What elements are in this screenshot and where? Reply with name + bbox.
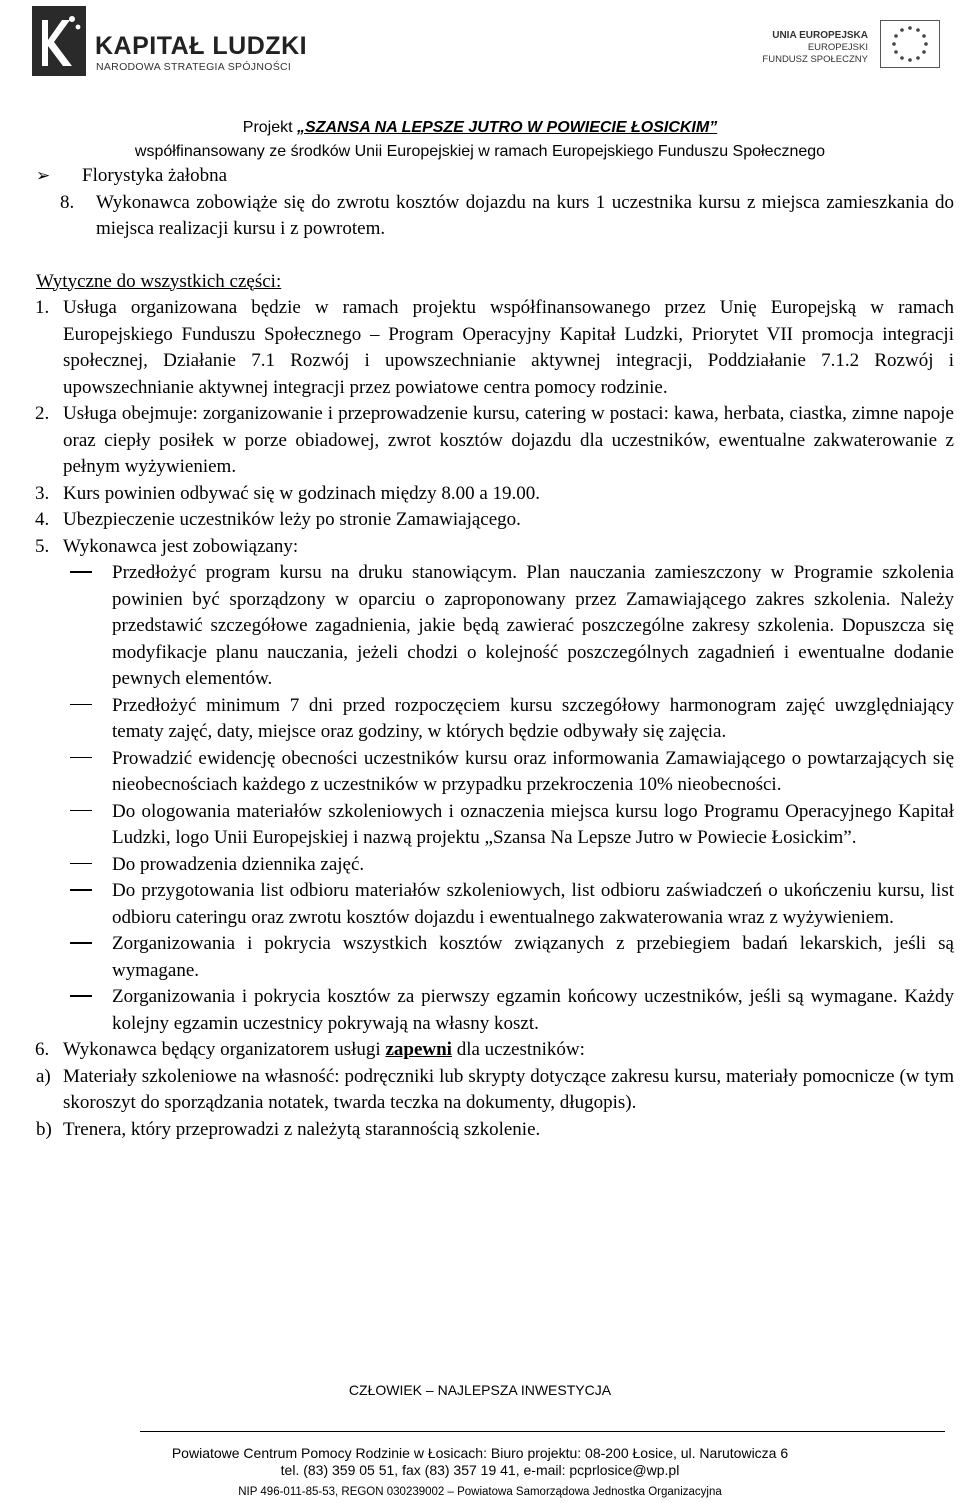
dash-item-text: Do ologowania materiałów szkoleniowych i oznaczenia miejsca kursu logo Programu Operacyjnego Kapitał Ludzki, logo Unii Europejskiej i nazwą projektu „Szansa Na Lepsze Jutro w Powiecie Łosickim”.: [112, 800, 954, 848]
list-item: [35, 481, 954, 508]
dash-list: [106, 560, 954, 1037]
dash-item-text: Przedłożyć program kursu na druku stanowiącym. Plan nauczania zamieszczony w Programie szkolenia powinien być sporządzony w oparciu o zaproponowany przez Zamawiającego zakres szkolenia. Należy przedstawić szczegółowe zagadnienia, jakie będą zawierać poszczególne zakresy szkolenia. Dopuszcza się modyfikacje planu nauczania, jeżeli chodzi o kolejność poszczególnych zagadnień i ewentualne dodanie pewnych elementów.: [112, 562, 954, 689]
item-number: 3.: [35, 482, 50, 504]
arrow-bullet-icon: ➢: [36, 166, 51, 186]
footer-contact-block: [0, 1445, 960, 1479]
eu-logo-line3: FUNDUSZ SPOŁECZNY: [762, 54, 868, 65]
item-text: Trenera, który przeprowadzi z należytą starannością szkolenie.: [63, 1118, 541, 1140]
kapital-ludzki-logo-icon: [32, 6, 86, 76]
item-number: 4.: [35, 509, 50, 530]
project-title: [0, 119, 960, 137]
eu-logo-line2: EUROPEJSKI: [807, 42, 868, 53]
list-item: [35, 534, 954, 561]
dash-item-text: Do przygotowania list odbioru materiałów szkoleniowych, list odbioru zaświadczeń o ukończeniu kursu, list odbioru cateringu oraz zwrotu kosztów dojazdu i ewentualnego zakwaterowania wraz z wyżywieniem.: [112, 880, 954, 928]
dash-bullet-icon: [70, 984, 112, 1037]
dash-item: [106, 931, 954, 984]
dash-item-text: Przedłożyć minimum 7 dni przed rozpoczęciem kursu szczegółowy harmonogram zajęć uwzględniający tematy zajęć, daty, miejsce oraz godziny, w których będzie odbywały się zajęcia.: [112, 694, 954, 742]
dash-item: [106, 984, 954, 1037]
dash-item: [106, 693, 954, 746]
dash-bullet-icon: [70, 799, 112, 852]
item6-before: Wykonawca będący organizatorem usługi: [63, 1039, 386, 1060]
dash-bullet-icon: [70, 878, 112, 931]
eu-logo: [762, 18, 940, 78]
item6-after: dla uczestników:: [451, 1039, 585, 1060]
dash-item-text: Zorganizowania i pokrycia wszystkich kosztów związanych z przebiegiem badań lekarskich, jeśli są wymagane.: [112, 933, 954, 981]
item-number: 1.: [35, 297, 50, 318]
dash-bullet-icon: [70, 746, 112, 799]
list-item-8: [60, 190, 954, 243]
dash-item: [106, 746, 954, 799]
item-number: 8.: [60, 191, 75, 213]
dash-item: [106, 852, 954, 879]
footer-slogan: CZŁOWIEK – NAJLEPSZA INWESTYCJA: [348, 1382, 612, 1398]
dash-item-text: Do prowadzenia dziennika zajęć.: [112, 853, 365, 875]
item-text: Ubezpieczenie uczestników leży po stronie Zamawiającego.: [63, 509, 521, 530]
footer-address: Powiatowe Centrum Pomocy Rodzinie w Łosicach: Biuro projektu: 08-200 Łosice, ul. Narutowicza 6: [171, 1445, 789, 1461]
item-text: Usługa obejmuje: zorganizowanie i przeprowadzenie kursu, catering w postaci: kawa, herbata, ciastka, zimne napoje oraz ciepły posiłek w porze obiadowej, zwrot kosztów dojazdu dla uczestników, ewentualne zakwaterowanie z pełnym wyżywieniem.: [63, 403, 954, 477]
numbered-list: [36, 295, 954, 1064]
arrow-item-text: Florystyka żałobna: [82, 165, 228, 186]
lettered-item: [36, 1117, 954, 1144]
kapital-ludzki-logo: [32, 6, 308, 80]
list-item: [35, 295, 954, 401]
list-item: [35, 507, 954, 534]
item-number: 5.: [35, 535, 50, 557]
item-text: Wykonawca zobowiąże się do zwrotu kosztów dojazdu na kurs 1 uczestnika kursu z miejsca zamieszkania do miejsca realizacji kursu i z powrotem.: [96, 191, 954, 239]
section-heading: Wytyczne do wszystkich części:: [36, 270, 282, 292]
dash-item-text: Prowadzić ewidencję obecności uczestników kursu oraz informowania Zamawiającego o powtarzających się nieobecnościach każdego z uczestników w przypadku przekroczenia 10% nieobecności.: [112, 747, 954, 795]
eu-logo-line1: UNIA EUROPEJSKA: [772, 30, 868, 41]
item-text: Wykonawca jest zobowiązany:: [63, 535, 299, 557]
dash-bullet-icon: [70, 852, 112, 879]
item-text: Usługa organizowana będzie w ramach projektu współfinansowanego przez Unię Europejską w ramach Europejskiego Funduszu Społecznego – Program Operacyjny Kapitał Ludzki, Priorytet VII promocja integracji społecznej, Działanie 7.1 Rozwój i upowszechnianie aktywnej integracji, Poddziałanie 7.1.2 Rozwój i upowszechnianie aktywnej integracji przez powiatowe centra pomocy rodzinie.: [63, 297, 954, 398]
footer-contact: tel. (83) 359 05 51, fax (83) 357 19 41, e-mail: pcprlosice@wp.pl: [280, 1462, 680, 1478]
list-item: [35, 401, 954, 481]
item-number: 6.: [35, 1039, 50, 1060]
project-name: „SZANSA NA LEPSZE JUTRO W POWIECIE ŁOSICKIM”: [297, 119, 718, 136]
lettered-list: [36, 1064, 954, 1144]
dash-bullet-icon: [70, 560, 112, 693]
arrow-list-item: [36, 163, 954, 190]
item-number: 2.: [35, 403, 50, 424]
item6-emphasis: zapewni: [385, 1039, 452, 1060]
item-letter: b): [36, 1118, 52, 1140]
footer-registry: NIP 496-011-85-53, REGON 030239002 – Powiatowa Samorządowa Jednostka Organizacyjna: [238, 1486, 722, 1498]
footer-divider: [140, 1431, 945, 1432]
lettered-item: [36, 1064, 954, 1117]
list-item-6: [35, 1037, 954, 1064]
dash-bullet-icon: [70, 931, 112, 984]
item-text: [63, 1037, 954, 1064]
dash-item-text: Zorganizowania i pokrycia kosztów za pierwszy egzamin końcowy uczestników, jeśli są wymagane. Każdy kolejny egzamin uczestnicy pokrywają na własny koszt.: [112, 986, 954, 1034]
logo-left-subtitle: NARODOWA STRATEGIA SPÓJNOŚCI: [96, 61, 292, 73]
item-text: Materiały szkoleniowe na własność: podręczniki lub skrypty dotyczące zakresu kursu, materiały pomocnicze (w tym skoroszyt do sporządzania notatek, twarda teczka na dokumenty, długopis).: [63, 1065, 954, 1113]
dash-item: [106, 560, 954, 693]
project-cofinancing: współfinansowany ze środków Unii Europejskiej w ramach Europejskiego Funduszu Społecznego: [134, 143, 826, 160]
item-letter: a): [36, 1065, 51, 1087]
logo-left-title: KAPITAŁ LUDZKI: [95, 32, 308, 60]
item-text: Kurs powinien odbywać się w godzinach między 8.00 a 19.00.: [63, 482, 541, 504]
document-body: [36, 163, 954, 1143]
dash-item: [106, 799, 954, 852]
eu-flag-icon: [880, 20, 940, 68]
dash-item: [106, 878, 954, 931]
project-prefix: Projekt: [242, 119, 298, 136]
dash-bullet-icon: [70, 693, 112, 746]
eu-logo-text: [762, 30, 868, 66]
